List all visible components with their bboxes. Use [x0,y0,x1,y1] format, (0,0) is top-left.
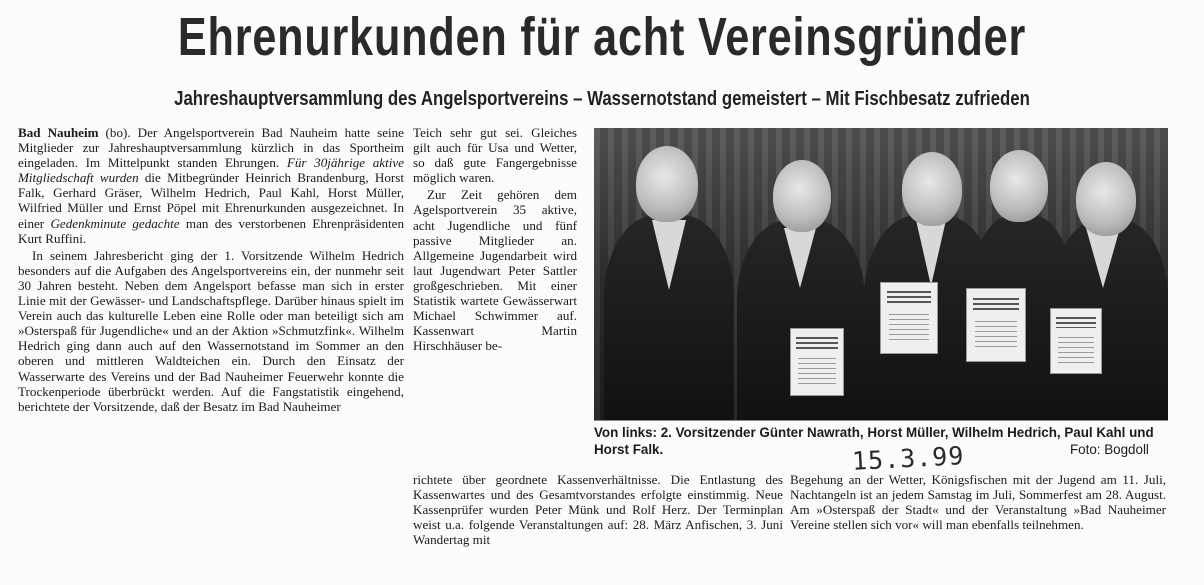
certificate-image [1050,308,1102,374]
paragraph: In seinem Jahresbericht ging der 1. Vorsitzende Wilhelm Hedrich besonders auf die Aufgaben des Angelsportvereins ein, der nunmehr seit 30 Jahren besteht. Neben dem Angelsport befasse man sich in erster Linie mit der Gewässer- und Landschaftspflege. Darüber hinaus spielt im Verein auch das kulturelle Leben eine Rolle oder man beteiligt sich am »Osterspaß für Jugendliche« und an der Aktion »Schmutzfink«. Wilhelm Hedrich ging dann auch auf den Wassernotstand im Sommer an den oberen und mittleren Waldteichen ein. Durch den Einsatz der Wasserwarte des Vereins und der Bad Nauheimer Feuerwehr konnte die Trockenperiode überbrückt werden. Auf die Fangstatistik eingehend, berichtete der Vorsitzende, daß der Besatz im Bad Nauheimer [18,247,404,414]
paragraph: richtete über geordnete Kassenverhältnisse. Die Entlastung des Kassenwartes und des Gesamtvorstandes erfolgte einstimmig. Neue Kassenprüfer wurden Peter Münk und Rolf Herz. Der Terminplan weist u.a. folgende Veranstaltungen auf: 28. März Anfischen, 3. Juni Wandertag mit [413,472,783,548]
handwritten-date: 15.3.99 [851,441,966,476]
certificate-image [790,328,844,396]
italic-run: Gedenkminute gedachte [50,215,180,231]
paragraph: Begehung an der Wetter, Königsfischen mit der Jugend am 11. Juli, Nachtangeln ist an jedem Samstag im Juli, Sommerfest am 28. August. Am »Osterspaß der Stadt« und der Veranstaltung »Bad Nauheimer Vereine stellen sich vor« will man ebenfalls teilnehmen. [790,472,1166,533]
paragraph: Teich sehr gut sei. Gleiches gilt auch für Usa und Wetter, so daß gute Fangergebnisse möglich waren. [413,125,577,186]
article-column-1 [18,125,404,583]
text-run: man des verstorbenen Ehrenpräsidenten Kurt Ruffini. [18,215,404,246]
subheadline: Jahreshauptversammlung des Angelsportvereins – Wassernotstand gemeistert – Mit Fischbesatz zufrieden [174,88,1030,110]
paragraph: Zur Zeit gehören dem Agelsportverein 35 aktive, acht Jugendliche und fünf passive Mitglieder an. Allgemeine Jugendarbeit wird laut Jugendwart Peter Sattler großgeschrieben. Mit einer Statistik wartete Gewässerwart Michael Schwimmer auf. Kassenwart Martin Hirschhäuser be- [413,187,577,354]
text-run: die Mitbegründer Heinrich Brandenburg, Horst Falk, Gerhard Gräser, Wilhelm Hedrich, Paul Kahl, Horst Müller, Wilfried Müller und Ernst Pöpel mit Ehrenurkunden ausgezeichnet. In einer [18,170,404,231]
certificate-image [966,288,1026,362]
photo-caption: Von links: 2. Vorsitzender Günter Nawrath, Horst Müller, Wilhelm Hedrich, Paul Kahl und Horst Falk. [594,425,1154,457]
text-run: (bo). Der Angelsportverein Bad Nauheim hatte seine Mitglieder zur Jahreshauptversammlung kürzlich in das Sportheim eingeladen. Im Mittelpunkt standen Ehrungen. [18,125,404,171]
paragraph [18,125,404,246]
article-column-3 [413,472,783,582]
italic-run: Für 30jährige aktive Mitgliedschaft wurden [18,155,404,186]
dateline-place: Bad Nauheim [18,125,99,140]
article-column-4 [790,472,1166,582]
person-figure [1046,128,1168,420]
headline: Ehrenurkunden für acht Vereinsgründer [177,7,1027,67]
certificate-image [880,282,938,354]
person-figure [594,128,744,420]
photo-credit: Foto: Bogdoll [1070,442,1149,457]
photo-divider [594,420,1168,421]
group-photo [594,128,1168,420]
article-column-2 [413,125,577,435]
